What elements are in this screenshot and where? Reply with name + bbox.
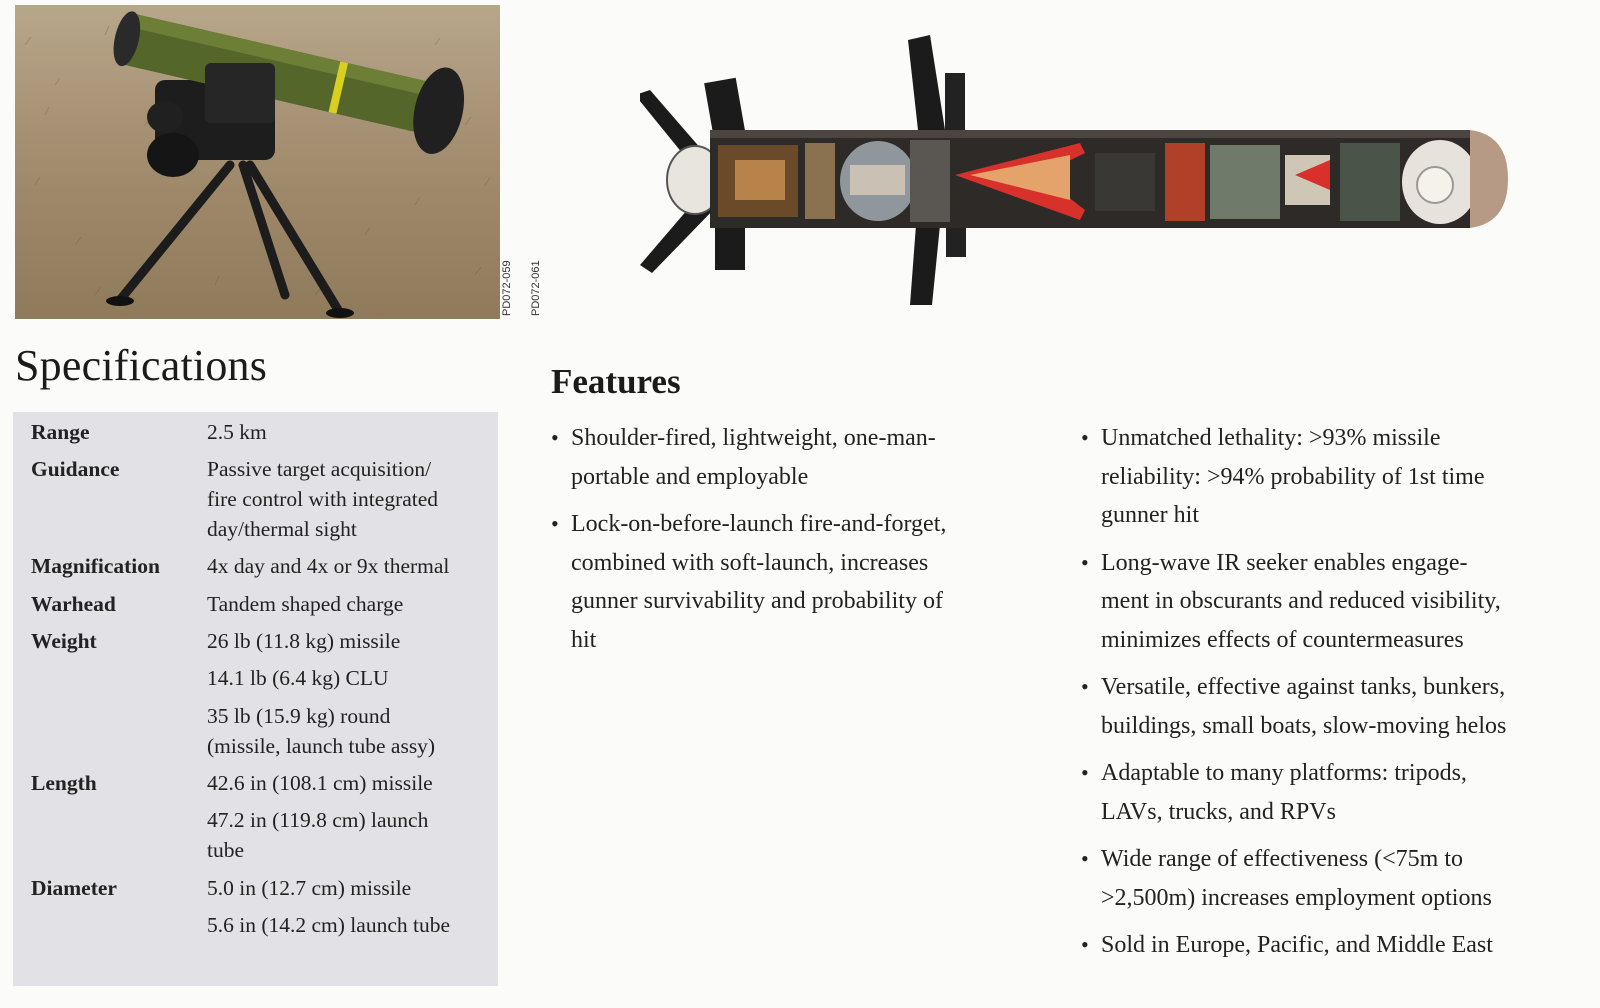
- spec-value: [207, 768, 507, 798]
- spec-label: Diameter: [31, 876, 117, 900]
- spec-value-line: 5.0 in (12.7 cm) missile: [207, 876, 412, 900]
- spec-value-line: 2.5 km: [207, 420, 267, 444]
- spec-value: [207, 910, 507, 940]
- feature-item: [551, 419, 1001, 496]
- spec-label: Length: [31, 771, 97, 795]
- feature-line: Versatile, effective against tanks, bunkers,: [1101, 674, 1506, 700]
- spec-value: [207, 589, 507, 619]
- spec-value: [207, 701, 507, 761]
- spec-value: [207, 873, 507, 903]
- bullet-icon: •: [1081, 760, 1089, 785]
- feature-line: Adaptable to many platforms: tripods,: [1101, 760, 1467, 786]
- feature-line: Sold in Europe, Pacific, and Middle East: [1101, 932, 1493, 958]
- feature-item: [1081, 668, 1571, 745]
- bullet-icon: •: [1081, 846, 1089, 871]
- features-list-right: [1081, 419, 1571, 965]
- feature-line: hit: [571, 626, 597, 653]
- feature-item: [1081, 544, 1571, 660]
- bullet-icon: •: [551, 425, 559, 450]
- feature-item: [551, 505, 1001, 659]
- spec-value-line: 35 lb (15.9 kg) round: [207, 704, 391, 728]
- bullet-icon: •: [1081, 674, 1089, 699]
- feature-line: Lock-on-before-launch fire-and-forget,: [571, 511, 947, 537]
- feature-item: [1081, 754, 1571, 831]
- feature-line: reliability: >94% probability of 1st time: [1101, 463, 1485, 490]
- spec-value-line: 47.2 in (119.8 cm) launch: [207, 808, 429, 832]
- feature-item: [1081, 840, 1571, 917]
- spec-value-line: day/thermal sight: [207, 517, 357, 541]
- spec-label: Guidance: [31, 457, 120, 481]
- spec-label: Magnification: [31, 554, 160, 578]
- spec-value: [207, 417, 507, 447]
- feature-line: combined with soft-launch, increases: [571, 549, 929, 576]
- spec-value-line: Passive target acquisition/: [207, 457, 432, 481]
- features-title: Features: [551, 362, 681, 401]
- feature-item: [1081, 419, 1571, 535]
- photo-code: PD072-059: [501, 260, 513, 316]
- cutaway-code: PD072-061: [530, 260, 542, 316]
- spec-value-line: 14.1 lb (6.4 kg) CLU: [207, 666, 389, 690]
- missile-cutaway: [640, 35, 1540, 315]
- specifications-table: [13, 412, 498, 986]
- spec-value-line: Tandem shaped charge: [207, 592, 404, 616]
- feature-line: gunner survivability and probability of: [571, 588, 943, 614]
- launcher-photo: [15, 5, 500, 319]
- spec-value-line: 42.6 in (108.1 cm) missile: [207, 771, 433, 795]
- specifications-title: Specifications: [15, 341, 268, 390]
- spec-value: [207, 663, 507, 693]
- spec-value-line: 5.6 in (14.2 cm) launch tube: [207, 913, 451, 937]
- features-list-left: [551, 419, 1001, 659]
- feature-line: minimizes effects of countermeasures: [1101, 626, 1464, 653]
- bullet-icon: •: [1081, 932, 1089, 957]
- bullet-icon: •: [551, 511, 559, 536]
- feature-line: Long-wave IR seeker enables engage-: [1101, 549, 1468, 576]
- spec-value: [207, 454, 507, 544]
- spec-label: Weight: [31, 629, 97, 653]
- feature-line: Shoulder-fired, lightweight, one-man-: [571, 425, 936, 451]
- spec-value-line: fire control with integrated: [207, 487, 439, 511]
- spec-value-line: (missile, launch tube assy): [207, 734, 436, 758]
- bullet-icon: •: [1081, 549, 1089, 575]
- feature-line: Wide range of effectiveness (<75m to: [1101, 846, 1463, 872]
- spec-label: Warhead: [31, 592, 116, 616]
- spec-value: [207, 626, 507, 656]
- spec-value-line: 26 lb (11.8 kg) missile: [207, 629, 401, 653]
- feature-line: buildings, small boats, slow-moving helos: [1101, 712, 1507, 739]
- feature-line: gunner hit: [1101, 502, 1199, 528]
- feature-line: >2,500m) increases employment options: [1101, 884, 1492, 911]
- feature-line: LAVs, trucks, and RPVs: [1101, 798, 1336, 825]
- feature-line: ment in obscurants and reduced visibility,: [1101, 588, 1501, 614]
- spec-label: Range: [31, 420, 90, 444]
- feature-line: portable and employable: [571, 463, 809, 490]
- spec-value-line: 4x day and 4x or 9x thermal: [207, 554, 450, 578]
- spec-value: [207, 805, 507, 865]
- feature-line: Unmatched lethality: >93% missile: [1101, 425, 1441, 451]
- bullet-icon: •: [1081, 425, 1089, 450]
- spec-value: [207, 551, 507, 581]
- spec-value-line: tube: [207, 838, 245, 862]
- feature-item: [1081, 926, 1571, 965]
